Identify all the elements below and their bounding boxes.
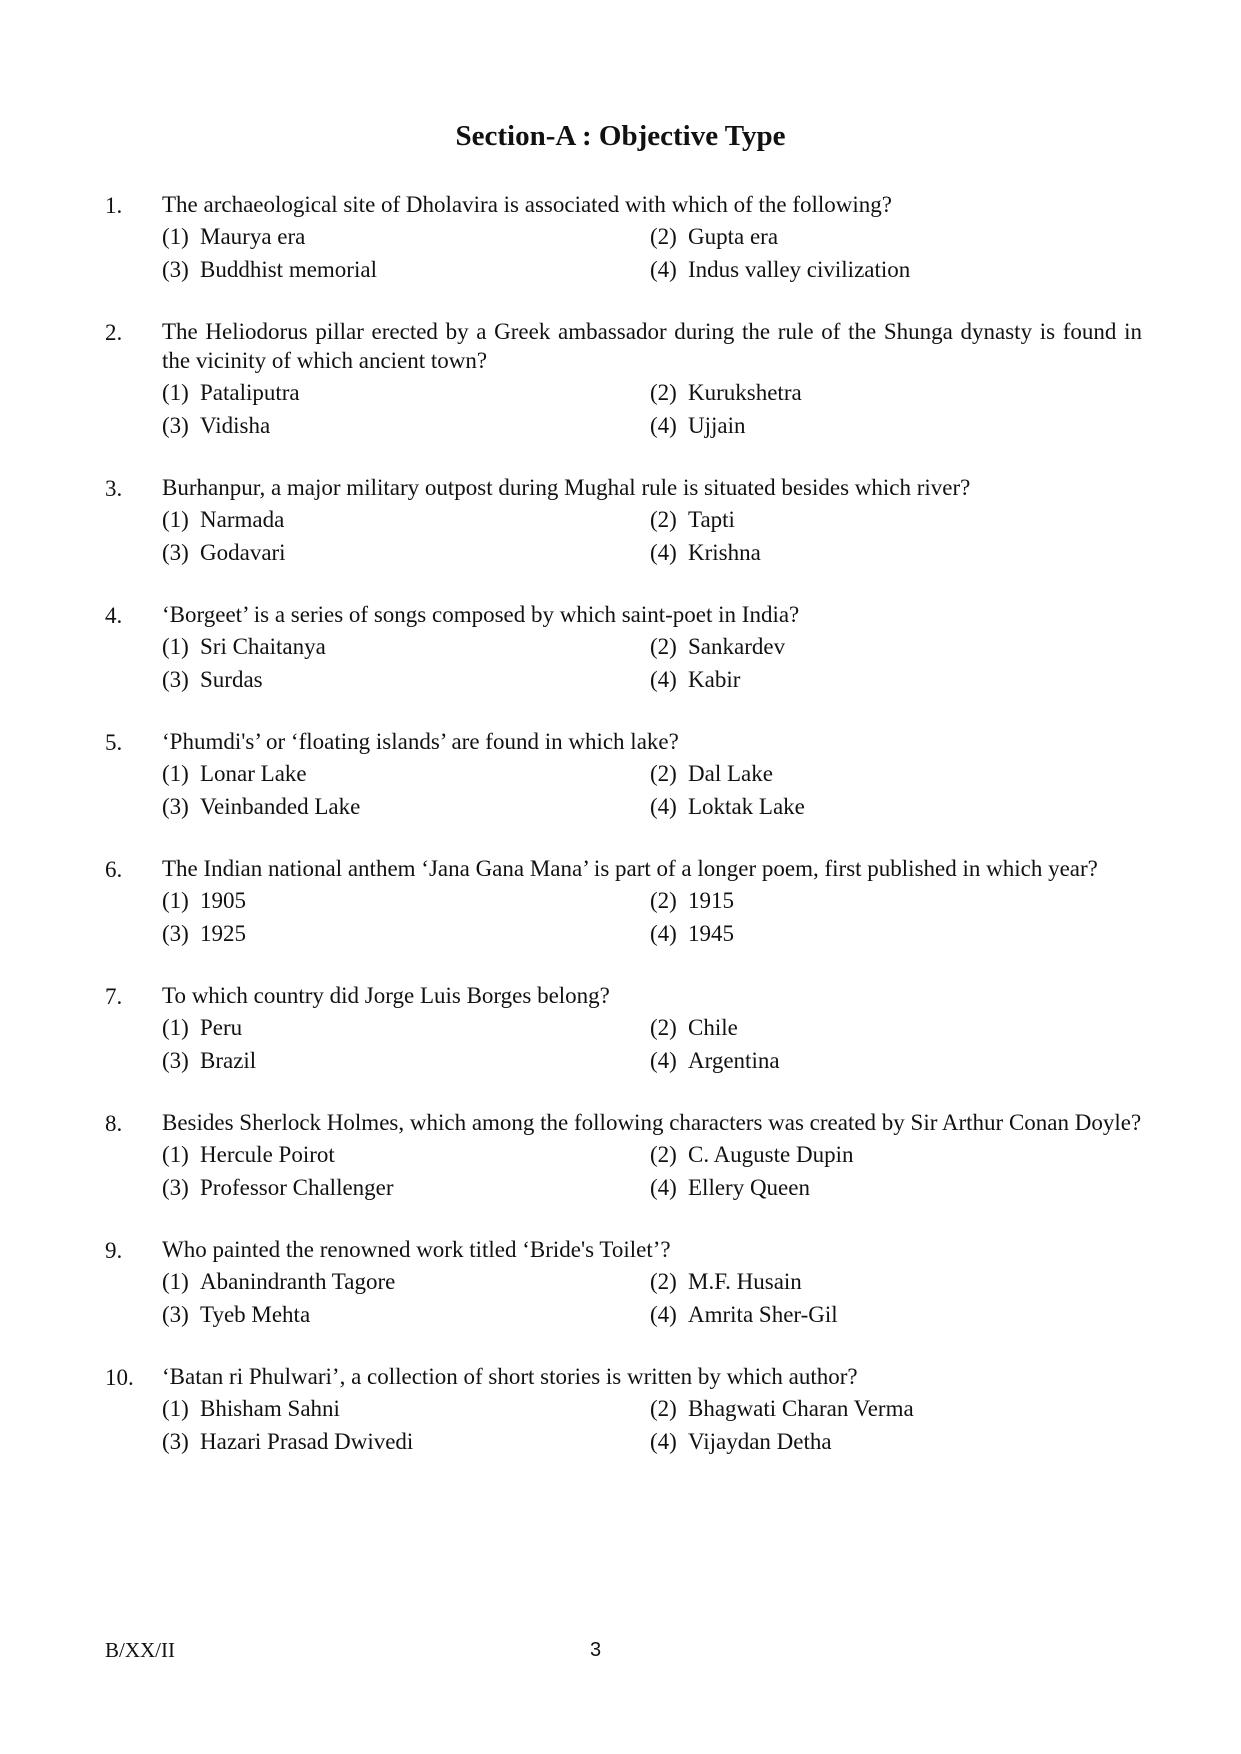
option-number: (2) <box>650 1015 677 1040</box>
option-text: 1945 <box>688 921 734 946</box>
option-text: Professor Challenger <box>200 1175 394 1200</box>
option-number: (2) <box>650 1269 677 1294</box>
option-text: 1925 <box>200 921 246 946</box>
option-1 <box>162 222 650 251</box>
option-number: (3) <box>162 540 189 565</box>
option-grid <box>162 1013 1142 1075</box>
option-text: Chile <box>688 1015 738 1040</box>
option-text: Peru <box>200 1015 243 1040</box>
option-number: (4) <box>650 257 677 282</box>
option-2 <box>650 505 1140 534</box>
option-grid <box>162 886 1142 948</box>
option-text: Kabir <box>688 667 741 692</box>
option-4 <box>650 1046 1140 1075</box>
question-1 <box>0 190 1142 284</box>
question-6 <box>0 854 1142 948</box>
option-3 <box>162 919 650 948</box>
option-3 <box>162 1046 650 1075</box>
option-4 <box>650 255 1140 284</box>
option-4 <box>650 792 1140 821</box>
question-number: 4. <box>105 603 123 628</box>
option-text: Ujjain <box>688 413 746 438</box>
option-grid <box>162 1140 1142 1202</box>
question-text: To which country did Jorge Luis Borges belong? <box>162 983 610 1008</box>
option-3 <box>162 255 650 284</box>
option-number: (4) <box>650 540 677 565</box>
option-number: (3) <box>162 794 189 819</box>
option-1 <box>162 378 650 407</box>
option-text: Tyeb Mehta <box>200 1302 311 1327</box>
option-text: Sri Chaitanya <box>200 634 326 659</box>
question-2 <box>0 317 1142 440</box>
option-text: Sankardev <box>688 634 786 659</box>
question-number: 6. <box>105 857 123 882</box>
question-number: 2. <box>105 320 123 345</box>
question-9 <box>0 1235 1142 1329</box>
option-4 <box>650 1173 1140 1202</box>
option-text: M.F. Husain <box>688 1269 802 1294</box>
option-text: Veinbanded Lake <box>200 794 361 819</box>
page-number: 3 <box>590 1639 602 1661</box>
option-number: (1) <box>162 1269 189 1294</box>
option-number: (2) <box>650 380 677 405</box>
option-number: (2) <box>650 224 677 249</box>
question-number: 5. <box>105 730 123 755</box>
option-text: Abanindranth Tagore <box>200 1269 396 1294</box>
option-4 <box>650 411 1140 440</box>
option-2 <box>650 1140 1140 1169</box>
option-grid <box>162 222 1142 284</box>
option-text: Indus valley civilization <box>688 257 911 282</box>
option-number: (3) <box>162 1175 189 1200</box>
option-number: (1) <box>162 1396 189 1421</box>
option-text: Buddhist memorial <box>200 257 377 282</box>
option-number: (1) <box>162 888 189 913</box>
footer-code: B/XX/II <box>105 1638 175 1662</box>
question-text: Who painted the renowned work titled ‘Bride's Toilet’? <box>162 1237 671 1262</box>
option-text: Maurya era <box>200 224 306 249</box>
option-grid <box>162 505 1142 567</box>
option-number: (4) <box>650 794 677 819</box>
option-text: Dal Lake <box>688 761 773 786</box>
option-text: Krishna <box>688 540 761 565</box>
option-number: (2) <box>650 761 677 786</box>
option-number: (4) <box>650 413 677 438</box>
option-number: (3) <box>162 1302 189 1327</box>
option-text: Bhagwati Charan Verma <box>688 1396 914 1421</box>
option-text: Surdas <box>200 667 263 692</box>
option-2 <box>650 1267 1140 1296</box>
option-4 <box>650 1427 1140 1456</box>
option-text: Narmada <box>200 507 285 532</box>
option-text: C. Auguste Dupin <box>688 1142 854 1167</box>
option-text: Vijaydan Detha <box>688 1429 832 1454</box>
option-text: 1905 <box>200 888 246 913</box>
option-3 <box>162 411 650 440</box>
option-text: Lonar Lake <box>200 761 307 786</box>
option-number: (4) <box>650 1175 677 1200</box>
question-number: 1. <box>105 193 123 218</box>
question-5 <box>0 727 1142 821</box>
option-4 <box>650 538 1140 567</box>
option-number: (3) <box>162 1048 189 1073</box>
option-text: Pataliputra <box>200 380 300 405</box>
option-3 <box>162 1427 650 1456</box>
option-number: (2) <box>650 888 677 913</box>
option-number: (3) <box>162 921 189 946</box>
option-2 <box>650 222 1140 251</box>
option-number: (4) <box>650 921 677 946</box>
option-number: (2) <box>650 1396 677 1421</box>
question-number: 7. <box>105 984 123 1009</box>
question-4 <box>0 600 1142 694</box>
option-2 <box>650 632 1140 661</box>
question-text: The archaeological site of Dholavira is associated with which of the following? <box>162 192 893 217</box>
question-list <box>0 190 1241 1489</box>
option-text: Ellery Queen <box>688 1175 810 1200</box>
question-number: 10. <box>105 1365 134 1390</box>
option-text: Tapti <box>688 507 735 532</box>
option-text: Vidisha <box>200 413 271 438</box>
option-text: Gupta era <box>688 224 779 249</box>
question-7 <box>0 981 1142 1075</box>
question-text: ‘Batan ri Phulwari’, a collection of short stories is written by which author? <box>162 1364 858 1389</box>
option-3 <box>162 1300 650 1329</box>
option-grid <box>162 759 1142 821</box>
option-1 <box>162 632 650 661</box>
question-8 <box>0 1108 1142 1202</box>
option-number: (4) <box>650 1429 677 1454</box>
option-number: (3) <box>162 667 189 692</box>
option-3 <box>162 1173 650 1202</box>
option-number: (2) <box>650 634 677 659</box>
option-number: (2) <box>650 1142 677 1167</box>
option-number: (4) <box>650 1302 677 1327</box>
question-10 <box>0 1362 1142 1456</box>
option-number: (4) <box>650 1048 677 1073</box>
question-text: The Indian national anthem ‘Jana Gana Mana’ is part of a longer poem, first published in which year? <box>162 856 1098 881</box>
option-number: (1) <box>162 224 189 249</box>
option-2 <box>650 886 1140 915</box>
option-4 <box>650 1300 1140 1329</box>
question-number: 8. <box>105 1111 123 1136</box>
option-grid <box>162 632 1142 694</box>
option-2 <box>650 759 1140 788</box>
option-2 <box>650 1013 1140 1042</box>
option-text: Argentina <box>688 1048 780 1073</box>
option-1 <box>162 1140 650 1169</box>
option-2 <box>650 378 1140 407</box>
option-number: (4) <box>650 667 677 692</box>
option-1 <box>162 505 650 534</box>
option-number: (2) <box>650 507 677 532</box>
option-number: (1) <box>162 507 189 532</box>
question-number: 9. <box>105 1238 123 1263</box>
option-number: (1) <box>162 761 189 786</box>
option-1 <box>162 759 650 788</box>
option-text: Godavari <box>200 540 286 565</box>
option-text: Bhisham Sahni <box>200 1396 340 1421</box>
option-text: Loktak Lake <box>688 794 805 819</box>
option-grid <box>162 1267 1142 1329</box>
option-3 <box>162 665 650 694</box>
option-1 <box>162 1394 650 1423</box>
question-number: 3. <box>105 476 123 501</box>
question-3 <box>0 473 1142 567</box>
question-text: ‘Phumdi's’ or ‘floating islands’ are found in which lake? <box>162 729 679 754</box>
option-text: 1915 <box>688 888 734 913</box>
option-text: Hazari Prasad Dwivedi <box>200 1429 414 1454</box>
option-number: (1) <box>162 1142 189 1167</box>
option-text: Amrita Sher-Gil <box>688 1302 838 1327</box>
page-title: Section-A : Objective Type <box>455 120 786 152</box>
option-number: (3) <box>162 1429 189 1454</box>
option-text: Hercule Poirot <box>200 1142 335 1167</box>
option-1 <box>162 1013 650 1042</box>
option-1 <box>162 1267 650 1296</box>
option-number: (1) <box>162 634 189 659</box>
option-text: Kurukshetra <box>688 380 802 405</box>
option-grid <box>162 378 1142 440</box>
option-4 <box>650 665 1140 694</box>
option-grid <box>162 1394 1142 1456</box>
question-text: ‘Borgeet’ is a series of songs composed by which saint-poet in India? <box>162 602 800 627</box>
option-4 <box>650 919 1140 948</box>
option-3 <box>162 538 650 567</box>
question-text: The Heliodorus pillar erected by a Greek ambassador during the rule of the Shunga dynasty is found in the vicinity of which ancient town? <box>162 319 1142 373</box>
option-number: (3) <box>162 257 189 282</box>
question-text: Burhanpur, a major military outpost during Mughal rule is situated besides which river? <box>162 475 971 500</box>
option-2 <box>650 1394 1140 1423</box>
option-number: (3) <box>162 413 189 438</box>
option-1 <box>162 886 650 915</box>
option-number: (1) <box>162 1015 189 1040</box>
option-3 <box>162 792 650 821</box>
option-text: Brazil <box>200 1048 257 1073</box>
question-text: Besides Sherlock Holmes, which among the following characters was created by Sir Arthur Conan Doyle? <box>162 1110 1142 1135</box>
option-number: (1) <box>162 380 189 405</box>
